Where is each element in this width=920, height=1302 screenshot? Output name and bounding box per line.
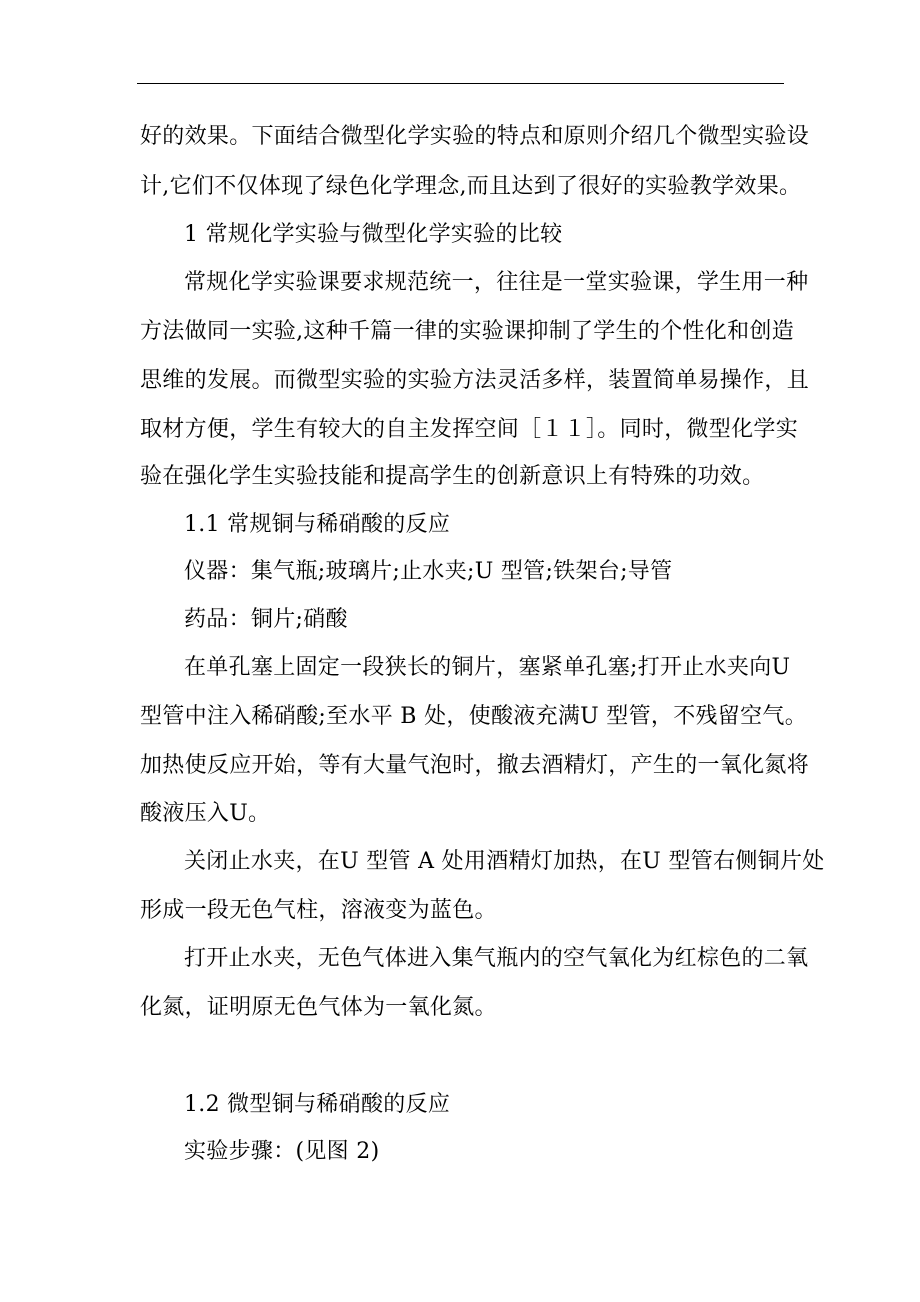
paragraph-line: 实验步骤：(见图 2) [184,1139,380,1164]
paragraph-line: 型管中注入稀硝酸;至水平 B 处，使酸液充满U 型管，不残留空气。 [140,704,808,729]
paragraph-line: 药品：铜片;硝酸 [184,607,348,632]
subsection-heading: 1.1 常规铜与稀硝酸的反应 [184,512,451,537]
paragraph-line: 仪器：集气瓶;玻璃片;止水夹;U 型管;铁架台;导管 [184,559,673,584]
paragraph-line: 化氮，证明原无色气体为一氧化氮。 [140,995,497,1020]
paragraph-line: 验在强化学生实验技能和提高学生的创新意识上有特殊的功效。 [140,464,765,489]
paragraph-line: 计,它们不仅体现了绿色化学理念,而且达到了很好的实验教学效果。 [140,174,802,199]
paragraph-line: 思维的发展。而微型实验的实验方法灵活多样，装置简单易操作，且 [140,368,810,393]
section-heading: 1 常规化学实验与微型化学实验的比较 [184,222,563,247]
paragraph-line: 好的效果。下面结合微型化学实验的特点和原则介绍几个微型实验设 [140,124,810,149]
paragraph-line: 取材方便，学生有较大的自主发挥空间［１１］。同时，微型化学实 [140,417,799,442]
header-rule [137,83,784,84]
paragraph-line: 打开止水夹，无色气体进入集气瓶内的空气氧化为红棕色的二氧 [184,946,809,971]
paragraph-line: 关闭止水夹，在U 型管 A 处用酒精灯加热，在U 型管右侧铜片处 [184,849,825,874]
paragraph-line: 加热使反应开始，等有大量气泡时，撤去酒精灯，产生的一氧化氮将 [140,753,810,778]
paragraph-line: 在单孔塞上固定一段狭长的铜片，塞紧单孔塞;打开止水夹向U [184,655,791,680]
paragraph-line: 常规化学实验课要求规范统一，往往是一堂实验课，学生用一种 [184,270,809,295]
paragraph-line: 方法做同一实验,这种千篇一律的实验课抑制了学生的个性化和创造 [140,319,794,344]
paragraph-line: 形成一段无色气柱，溶液变为蓝色。 [140,898,497,923]
subsection-heading: 1.2 微型铜与稀硝酸的反应 [184,1092,451,1117]
paragraph-line: 酸液压入U。 [140,801,271,826]
